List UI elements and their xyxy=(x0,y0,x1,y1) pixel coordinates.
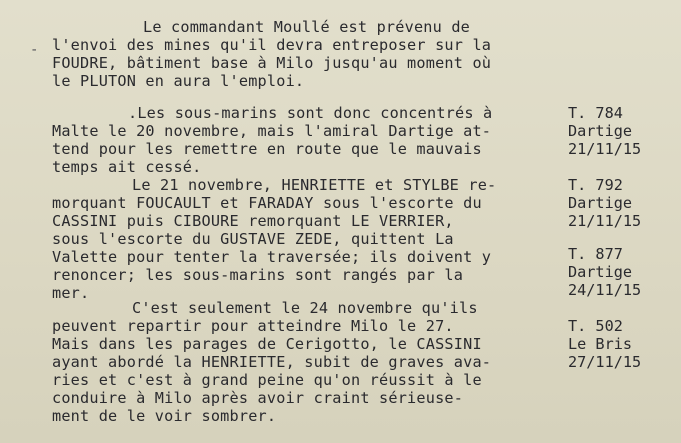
para2-line-2: morquant FOUCAULT et FARADAY sous l'escorte du xyxy=(52,194,482,212)
para3-line-5: ries et c'est à grand peine qu'on réussit à le xyxy=(52,371,482,389)
intro-line-1: Le commandant Moullé est prévenu de xyxy=(143,18,471,36)
reference-name: Dartige xyxy=(568,263,633,281)
reference-date: 24/11/15 xyxy=(568,281,642,299)
para3-line-7: ment de le voir sombrer. xyxy=(52,407,277,425)
para3-line-3: Mais dans les parages de Cerigotto, le CASSINI xyxy=(52,335,482,353)
para2-line-4: sous l'escorte du GUSTAVE ZEDE, quittent La xyxy=(52,230,454,248)
para3-line-1: C'est seulement le 24 novembre qu'ils xyxy=(132,299,478,317)
para1-line-1: .Les sous-marins sont donc concentrés à xyxy=(128,104,493,122)
para2-line-1: Le 21 novembre, HENRIETTE et STYLBE re- xyxy=(132,176,497,194)
reference-name: Dartige xyxy=(568,122,633,140)
intro-line-2: l'envoi des mines qu'il devra entreposer sur la xyxy=(52,36,492,54)
reference-number: T. 877 xyxy=(568,245,623,263)
reference-number: T. 784 xyxy=(568,104,623,122)
para2-line-5: Valette pour tenter la traversée; ils doivent y xyxy=(52,248,492,266)
para1-line-2: Malte le 20 novembre, mais l'amiral Dartige at- xyxy=(52,122,492,140)
para3-line-6: conduire à Milo après avoir craint sérieuse- xyxy=(52,389,464,407)
para1-line-3: tend pour les remettre en route que le mauvais xyxy=(52,140,482,158)
reference-name: Dartige xyxy=(568,194,633,212)
margin-mark: - xyxy=(30,42,39,58)
para1-line-4: temps ait cessé. xyxy=(52,158,202,176)
para3-line-2: peuvent repartir pour atteindre Milo le 27. xyxy=(52,317,454,335)
reference-date: 21/11/15 xyxy=(568,140,642,158)
para3-line-4: ayant abordé la HENRIETTE, subit de graves ava- xyxy=(52,353,492,371)
para2-line-7: mer. xyxy=(52,284,90,302)
para2-line-3: CASSINI puis CIBOURE remorquant LE VERRIER, xyxy=(52,212,454,230)
intro-line-4: le PLUTON en aura l'emploi. xyxy=(52,72,305,90)
reference-number: T. 792 xyxy=(568,176,623,194)
reference-number: T. 502 xyxy=(568,317,623,335)
intro-line-3: FOUDRE, bâtiment base à Milo jusqu'au moment où xyxy=(52,54,492,72)
reference-date: 21/11/15 xyxy=(568,212,642,230)
reference-date: 27/11/15 xyxy=(568,353,642,371)
reference-name: Le Bris xyxy=(568,335,633,353)
para2-line-6: renoncer; les sous-marins sont rangés par la xyxy=(52,266,464,284)
